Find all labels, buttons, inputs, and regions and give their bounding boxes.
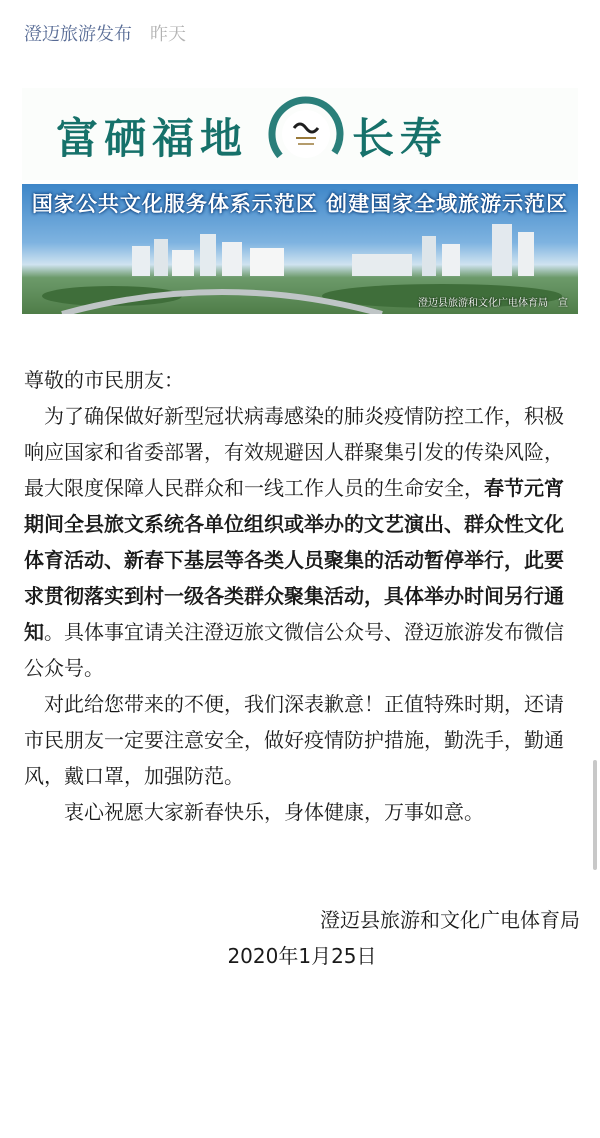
banner-title: 国家公共文化服务体系示范区 创建国家全域旅游示范区: [31, 192, 569, 216]
paragraph-notice-intro: 为了确保做好新型冠状病毒感染的肺炎疫情防控工作，积极响应国家和省委部署，有效规避因人群聚集引发的传染风险，最大限度保障人民群众和一线工作人员的生命安全，: [24, 404, 564, 500]
banner-slogan-strip: [22, 88, 578, 180]
greeting: 尊敬的市民朋友：: [24, 368, 184, 392]
paragraph-wishes: 衷心祝愿大家新春快乐，身体健康，万事如意。: [44, 800, 484, 824]
chengmai-logo-icon: [266, 94, 346, 174]
banner-slogan-left: 富硒福地: [56, 114, 249, 163]
paragraph-notice: [24, 398, 580, 686]
account-name-link[interactable]: 澄迈旅游发布: [24, 24, 132, 45]
banner-slogan-right: 长寿: [352, 114, 449, 163]
banner-image: [22, 88, 578, 314]
article-body: [24, 362, 580, 974]
article-header: [24, 18, 186, 48]
spacer: [24, 866, 580, 902]
paragraph-apology: 对此给您带来的不便，我们深表歉意！正值特殊时期，还请市民朋友一定要注意安全，做好疫情防护措施，勤洗手，勤通风，戴口罩，加强防范。: [24, 692, 564, 788]
paragraph-notice-end: 。具体事宜请关注澄迈旅文微信公众号、澄迈旅游发布微信公众号。: [24, 620, 564, 680]
paragraph-notice-bold: 春节元宵期间全县旅文系统各单位组织或举办的文艺演出、群众性文化体育活动、新春下基层等各类人员聚集的活动暂停举行，此要求贯彻落实到村一级各类群众聚集活动，具体举办时间另行通知: [24, 476, 564, 644]
signature: 澄迈县旅游和文化广电体育局: [320, 908, 580, 932]
publish-time: 昨天: [150, 24, 186, 45]
spacer: [24, 830, 580, 866]
banner-city-photo: [22, 184, 578, 314]
publish-date: 2020年1月25日: [227, 944, 377, 968]
banner-credit: 澄迈县旅游和文化广电体育局 宣: [418, 298, 568, 309]
scrollbar[interactable]: [593, 760, 597, 870]
